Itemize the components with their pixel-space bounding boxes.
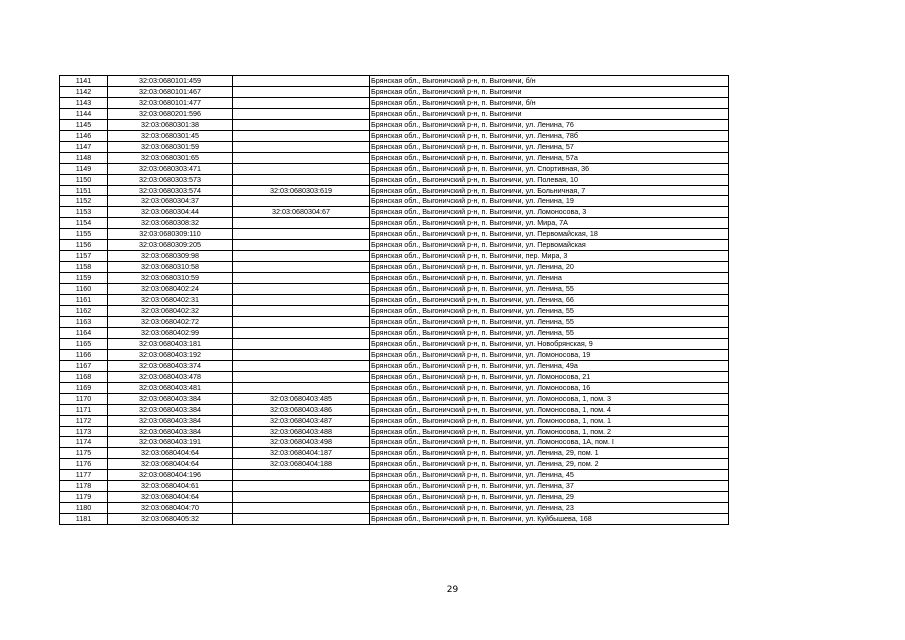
address: Брянская обл., Выгоничский р-н, п. Выгоничи, ул. Ленина, 29 bbox=[370, 492, 729, 503]
cadastral-number: 32:03:0680404:64 bbox=[108, 459, 233, 470]
table-row bbox=[60, 240, 729, 251]
address: Брянская обл., Выгоничский р-н, п. Выгоничи, ул. Куйбышева, 168 bbox=[370, 514, 729, 525]
address: Брянская обл., Выгоничский р-н, п. Выгоничи, ул. Мира, 7А bbox=[370, 218, 729, 229]
row-number: 1169 bbox=[60, 382, 108, 393]
address: Брянская обл., Выгоничский р-н, п. Выгоничи, ул. Ленина, 57а bbox=[370, 152, 729, 163]
linked-cadastral-number bbox=[233, 481, 370, 492]
table-row bbox=[60, 316, 729, 327]
address: Брянская обл., Выгоничский р-н, п. Выгоничи, ул. Ломоносова, 1А, пом. I bbox=[370, 437, 729, 448]
table-row bbox=[60, 251, 729, 262]
address: Брянская обл., Выгоничский р-н, п. Выгоничи, ул. Ленина, 23 bbox=[370, 503, 729, 514]
cadastral-number: 32:03:0680301:59 bbox=[108, 141, 233, 152]
address: Брянская обл., Выгоничский р-н, п. Выгоничи, ул. Ленина, 57 bbox=[370, 141, 729, 152]
table-row bbox=[60, 338, 729, 349]
address: Брянская обл., Выгоничский р-н, п. Выгоничи, ул. Ломоносова, 3 bbox=[370, 207, 729, 218]
address: Брянская обл., Выгоничский р-н, п. Выгоничи, ул. Ленина, 55 bbox=[370, 284, 729, 295]
row-number: 1150 bbox=[60, 174, 108, 185]
table-row bbox=[60, 349, 729, 360]
row-number: 1168 bbox=[60, 371, 108, 382]
address: Брянская обл., Выгоничский р-н, п. Выгоничи, ул. Ленина, 29, пом. 1 bbox=[370, 448, 729, 459]
cadastral-number: 32:03:0680403:181 bbox=[108, 338, 233, 349]
linked-cadastral-number bbox=[233, 229, 370, 240]
cadastral-number: 32:03:0680304:37 bbox=[108, 196, 233, 207]
row-number: 1174 bbox=[60, 437, 108, 448]
linked-cadastral-number bbox=[233, 316, 370, 327]
row-number: 1154 bbox=[60, 218, 108, 229]
address: Брянская обл., Выгоничский р-н, п. Выгоничи, ул. Ломоносова, 1, пом. 3 bbox=[370, 393, 729, 404]
address: Брянская обл., Выгоничский р-н, п. Выгоничи, ул. Новобрянская, 9 bbox=[370, 338, 729, 349]
row-number: 1144 bbox=[60, 108, 108, 119]
row-number: 1170 bbox=[60, 393, 108, 404]
cadastral-number: 32:03:0680402:31 bbox=[108, 295, 233, 306]
linked-cadastral-number bbox=[233, 338, 370, 349]
cadastral-number: 32:03:0680403:374 bbox=[108, 360, 233, 371]
cadastral-number: 32:03:0680101:477 bbox=[108, 97, 233, 108]
table-row bbox=[60, 108, 729, 119]
row-number: 1149 bbox=[60, 163, 108, 174]
address: Брянская обл., Выгоничский р-н, п. Выгоничи, пер. Мира, 3 bbox=[370, 251, 729, 262]
table-row bbox=[60, 119, 729, 130]
row-number: 1178 bbox=[60, 481, 108, 492]
table-row bbox=[60, 262, 729, 273]
linked-cadastral-number bbox=[233, 119, 370, 130]
cadastral-number: 32:03:0680101:459 bbox=[108, 76, 233, 87]
table-row bbox=[60, 152, 729, 163]
address: Брянская обл., Выгоничский р-н, п. Выгоничи, ул. Ленина, 55 bbox=[370, 306, 729, 317]
row-number: 1152 bbox=[60, 196, 108, 207]
row-number: 1161 bbox=[60, 295, 108, 306]
linked-cadastral-number bbox=[233, 240, 370, 251]
row-number: 1156 bbox=[60, 240, 108, 251]
linked-cadastral-number bbox=[233, 163, 370, 174]
address: Брянская обл., Выгоничский р-н, п. Выгоничи, ул. Ленина bbox=[370, 273, 729, 284]
table-row bbox=[60, 492, 729, 503]
row-number: 1164 bbox=[60, 327, 108, 338]
linked-cadastral-number bbox=[233, 108, 370, 119]
linked-cadastral-number bbox=[233, 295, 370, 306]
linked-cadastral-number bbox=[233, 284, 370, 295]
table-row bbox=[60, 327, 729, 338]
table-row bbox=[60, 174, 729, 185]
row-number: 1181 bbox=[60, 514, 108, 525]
cadastral-number: 32:03:0680403:384 bbox=[108, 415, 233, 426]
table-row bbox=[60, 448, 729, 459]
linked-cadastral-number bbox=[233, 76, 370, 87]
linked-cadastral-number: 32:03:0680403:485 bbox=[233, 393, 370, 404]
row-number: 1146 bbox=[60, 130, 108, 141]
row-number: 1172 bbox=[60, 415, 108, 426]
cadastral-number: 32:03:0680403:191 bbox=[108, 437, 233, 448]
address: Брянская обл., Выгоничский р-н, п. Выгоничи, ул. Ленина, 55 bbox=[370, 316, 729, 327]
cadastral-number: 32:03:0680308:32 bbox=[108, 218, 233, 229]
linked-cadastral-number bbox=[233, 514, 370, 525]
cadastral-number: 32:03:0680301:38 bbox=[108, 119, 233, 130]
linked-cadastral-number: 32:03:0680303:619 bbox=[233, 185, 370, 196]
row-number: 1145 bbox=[60, 119, 108, 130]
table-row bbox=[60, 459, 729, 470]
row-number: 1162 bbox=[60, 306, 108, 317]
address: Брянская обл., Выгоничский р-н, п. Выгоничи, б/н bbox=[370, 97, 729, 108]
address: Брянская обл., Выгоничский р-н, п. Выгоничи, ул. Первомайская bbox=[370, 240, 729, 251]
row-number: 1176 bbox=[60, 459, 108, 470]
address: Брянская обл., Выгоничский р-н, п. Выгоничи, ул. Полевая, 10 bbox=[370, 174, 729, 185]
cadastral-number: 32:03:0680201:596 bbox=[108, 108, 233, 119]
address: Брянская обл., Выгоничский р-н, п. Выгоничи, ул. Больничная, 7 bbox=[370, 185, 729, 196]
linked-cadastral-number bbox=[233, 218, 370, 229]
linked-cadastral-number bbox=[233, 262, 370, 273]
row-number: 1147 bbox=[60, 141, 108, 152]
linked-cadastral-number bbox=[233, 349, 370, 360]
row-number: 1160 bbox=[60, 284, 108, 295]
table-row bbox=[60, 503, 729, 514]
page-number: 29 bbox=[446, 585, 459, 595]
cadastral-number: 32:03:0680403:384 bbox=[108, 393, 233, 404]
register-body bbox=[60, 76, 729, 525]
table-row bbox=[60, 437, 729, 448]
address: Брянская обл., Выгоничский р-н, п. Выгоничи, ул. Спортивная, 36 bbox=[370, 163, 729, 174]
address: Брянская обл., Выгоничский р-н, п. Выгоничи bbox=[370, 86, 729, 97]
linked-cadastral-number: 32:03:0680403:487 bbox=[233, 415, 370, 426]
linked-cadastral-number bbox=[233, 371, 370, 382]
cadastral-number: 32:03:0680403:192 bbox=[108, 349, 233, 360]
linked-cadastral-number bbox=[233, 360, 370, 371]
table-row bbox=[60, 404, 729, 415]
table-row bbox=[60, 306, 729, 317]
address: Брянская обл., Выгоничский р-н, п. Выгоничи, ул. Ленина, 45 bbox=[370, 470, 729, 481]
row-number: 1167 bbox=[60, 360, 108, 371]
address: Брянская обл., Выгоничский р-н, п. Выгоничи, ул. Ленина, 49а bbox=[370, 360, 729, 371]
address: Брянская обл., Выгоничский р-н, п. Выгоничи, б/н bbox=[370, 76, 729, 87]
cadastral-number: 32:03:0680404:70 bbox=[108, 503, 233, 514]
address: Брянская обл., Выгоничский р-н, п. Выгоничи, ул. Ломоносова, 1, пом. 4 bbox=[370, 404, 729, 415]
linked-cadastral-number bbox=[233, 97, 370, 108]
linked-cadastral-number bbox=[233, 196, 370, 207]
row-number: 1179 bbox=[60, 492, 108, 503]
table-row bbox=[60, 229, 729, 240]
row-number: 1158 bbox=[60, 262, 108, 273]
table-row bbox=[60, 76, 729, 87]
row-number: 1173 bbox=[60, 426, 108, 437]
address: Брянская обл., Выгоничский р-н, п. Выгоничи, ул. Ленина, 19 bbox=[370, 196, 729, 207]
row-number: 1165 bbox=[60, 338, 108, 349]
cadastral-number: 32:03:0680403:478 bbox=[108, 371, 233, 382]
table-row bbox=[60, 360, 729, 371]
row-number: 1177 bbox=[60, 470, 108, 481]
table-row bbox=[60, 284, 729, 295]
linked-cadastral-number bbox=[233, 174, 370, 185]
row-number: 1155 bbox=[60, 229, 108, 240]
row-number: 1141 bbox=[60, 76, 108, 87]
address: Брянская обл., Выгоничский р-н, п. Выгоничи, ул. Ленина, 76 bbox=[370, 119, 729, 130]
row-number: 1143 bbox=[60, 97, 108, 108]
cadastral-number: 32:03:0680402:24 bbox=[108, 284, 233, 295]
row-number: 1151 bbox=[60, 185, 108, 196]
address: Брянская обл., Выгоничский р-н, п. Выгоничи, ул. Ленина, 66 bbox=[370, 295, 729, 306]
table-row bbox=[60, 382, 729, 393]
row-number: 1142 bbox=[60, 86, 108, 97]
cadastral-number: 32:03:0680101:467 bbox=[108, 86, 233, 97]
row-number: 1175 bbox=[60, 448, 108, 459]
table-row bbox=[60, 470, 729, 481]
cadastral-number: 32:03:0680309:205 bbox=[108, 240, 233, 251]
linked-cadastral-number bbox=[233, 327, 370, 338]
cadastral-number: 32:03:0680303:471 bbox=[108, 163, 233, 174]
row-number: 1171 bbox=[60, 404, 108, 415]
cadastral-number: 32:03:0680404:61 bbox=[108, 481, 233, 492]
address: Брянская обл., Выгоничский р-н, п. Выгоничи, ул. Ломоносова, 21 bbox=[370, 371, 729, 382]
address: Брянская обл., Выгоничский р-н, п. Выгоничи, ул. Ленина, 55 bbox=[370, 327, 729, 338]
linked-cadastral-number: 32:03:0680304:67 bbox=[233, 207, 370, 218]
table-row bbox=[60, 514, 729, 525]
cadastral-number: 32:03:0680405:32 bbox=[108, 514, 233, 525]
table-row bbox=[60, 393, 729, 404]
cadastral-number: 32:03:0680403:481 bbox=[108, 382, 233, 393]
table-row bbox=[60, 295, 729, 306]
row-number: 1166 bbox=[60, 349, 108, 360]
cadastral-number: 32:03:0680402:99 bbox=[108, 327, 233, 338]
row-number: 1148 bbox=[60, 152, 108, 163]
cadastral-number: 32:03:0680309:98 bbox=[108, 251, 233, 262]
cadastral-number: 32:03:0680310:58 bbox=[108, 262, 233, 273]
cadastral-number: 32:03:0680301:65 bbox=[108, 152, 233, 163]
address: Брянская обл., Выгоничский р-н, п. Выгоничи, ул. Ленина, 20 bbox=[370, 262, 729, 273]
linked-cadastral-number bbox=[233, 251, 370, 262]
linked-cadastral-number bbox=[233, 141, 370, 152]
cadastral-number: 32:03:0680403:384 bbox=[108, 426, 233, 437]
address: Брянская обл., Выгоничский р-н, п. Выгоничи, ул. Ломоносова, 1, пом. 1 bbox=[370, 415, 729, 426]
row-number: 1157 bbox=[60, 251, 108, 262]
table-row bbox=[60, 86, 729, 97]
table-row bbox=[60, 207, 729, 218]
linked-cadastral-number bbox=[233, 152, 370, 163]
address: Брянская обл., Выгоничский р-н, п. Выгоничи bbox=[370, 108, 729, 119]
cadastral-number: 32:03:0680303:574 bbox=[108, 185, 233, 196]
address: Брянская обл., Выгоничский р-н, п. Выгоничи, ул. Ломоносова, 16 bbox=[370, 382, 729, 393]
linked-cadastral-number: 32:03:0680403:488 bbox=[233, 426, 370, 437]
table-row bbox=[60, 481, 729, 492]
cadastral-number: 32:03:0680404:196 bbox=[108, 470, 233, 481]
linked-cadastral-number bbox=[233, 306, 370, 317]
linked-cadastral-number bbox=[233, 503, 370, 514]
table-row bbox=[60, 371, 729, 382]
table-row bbox=[60, 185, 729, 196]
linked-cadastral-number bbox=[233, 273, 370, 284]
table-row bbox=[60, 218, 729, 229]
linked-cadastral-number bbox=[233, 382, 370, 393]
cadastral-number: 32:03:0680303:573 bbox=[108, 174, 233, 185]
cadastral-number: 32:03:0680301:45 bbox=[108, 130, 233, 141]
table-row bbox=[60, 415, 729, 426]
cadastral-number: 32:03:0680304:44 bbox=[108, 207, 233, 218]
linked-cadastral-number: 32:03:0680403:486 bbox=[233, 404, 370, 415]
table-row bbox=[60, 426, 729, 437]
address: Брянская обл., Выгоничский р-н, п. Выгоничи, ул. Первомайская, 18 bbox=[370, 229, 729, 240]
table-row bbox=[60, 196, 729, 207]
linked-cadastral-number bbox=[233, 492, 370, 503]
table-row bbox=[60, 163, 729, 174]
property-register-table bbox=[59, 75, 729, 525]
address: Брянская обл., Выгоничский р-н, п. Выгоничи, ул. Ленина, 29, пом. 2 bbox=[370, 459, 729, 470]
linked-cadastral-number: 32:03:0680404:187 bbox=[233, 448, 370, 459]
linked-cadastral-number bbox=[233, 470, 370, 481]
address: Брянская обл., Выгоничский р-н, п. Выгоничи, ул. Ломоносова, 1, пом. 2 bbox=[370, 426, 729, 437]
address: Брянская обл., Выгоничский р-н, п. Выгоничи, ул. Ломоносова, 19 bbox=[370, 349, 729, 360]
address: Брянская обл., Выгоничский р-н, п. Выгоничи, ул. Ленина, 37 bbox=[370, 481, 729, 492]
linked-cadastral-number: 32:03:0680404:188 bbox=[233, 459, 370, 470]
row-number: 1163 bbox=[60, 316, 108, 327]
cadastral-number: 32:03:0680403:384 bbox=[108, 404, 233, 415]
linked-cadastral-number: 32:03:0680403:498 bbox=[233, 437, 370, 448]
table-row bbox=[60, 141, 729, 152]
cadastral-number: 32:03:0680402:32 bbox=[108, 306, 233, 317]
cadastral-number: 32:03:0680404:64 bbox=[108, 492, 233, 503]
linked-cadastral-number bbox=[233, 86, 370, 97]
table-row bbox=[60, 273, 729, 284]
address: Брянская обл., Выгоничский р-н, п. Выгоничи, ул. Ленина, 78б bbox=[370, 130, 729, 141]
cadastral-number: 32:03:0680404:64 bbox=[108, 448, 233, 459]
row-number: 1159 bbox=[60, 273, 108, 284]
row-number: 1180 bbox=[60, 503, 108, 514]
cadastral-number: 32:03:0680309:110 bbox=[108, 229, 233, 240]
cadastral-number: 32:03:0680402:72 bbox=[108, 316, 233, 327]
row-number: 1153 bbox=[60, 207, 108, 218]
table-row bbox=[60, 97, 729, 108]
linked-cadastral-number bbox=[233, 130, 370, 141]
cadastral-number: 32:03:0680310:59 bbox=[108, 273, 233, 284]
table-row bbox=[60, 130, 729, 141]
